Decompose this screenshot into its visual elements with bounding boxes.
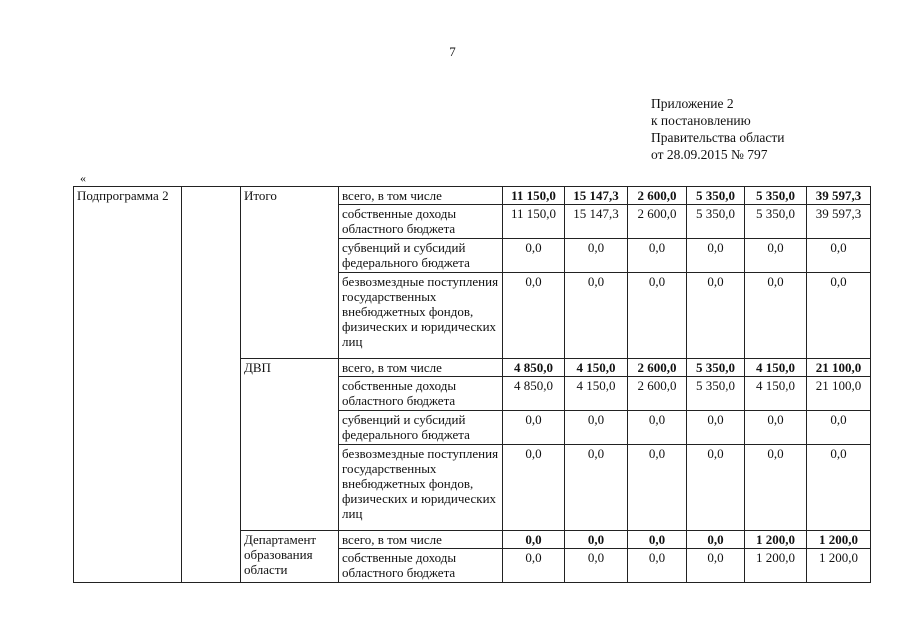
funding-source-cell: безвозмездные поступления государственных внебюджетных фондов, физических и юридических лиц — [339, 445, 503, 531]
amount-cell: 11 150,0 — [503, 187, 565, 205]
funding-source-cell: всего, в том числе — [339, 187, 503, 205]
amount-cell: 5 350,0 — [745, 205, 807, 239]
amount-cell: 2 600,0 — [628, 377, 687, 411]
empty-cell — [182, 187, 241, 583]
amount-cell: 2 600,0 — [628, 359, 687, 377]
appendix-line: Правительства области — [651, 130, 785, 145]
appendix-header — [651, 95, 784, 163]
executor-cell: Департамент образования области — [241, 531, 339, 583]
program-cell: Подпрограмма 2 — [74, 187, 182, 583]
amount-cell: 0,0 — [565, 549, 628, 583]
amount-cell: 39 597,3 — [807, 205, 871, 239]
amount-cell: 15 147,3 — [565, 205, 628, 239]
amount-cell: 0,0 — [503, 531, 565, 549]
amount-cell: 5 350,0 — [687, 359, 745, 377]
funding-source-cell: собственные доходы областного бюджета — [339, 377, 503, 411]
executor-cell: ДВП — [241, 359, 339, 531]
amount-cell: 0,0 — [565, 445, 628, 531]
amount-cell: 0,0 — [565, 411, 628, 445]
amount-cell: 2 600,0 — [628, 187, 687, 205]
amount-cell: 1 200,0 — [745, 549, 807, 583]
page-number: 7 — [449, 44, 456, 59]
amount-cell: 0,0 — [745, 411, 807, 445]
amount-cell: 4 150,0 — [745, 377, 807, 411]
amount-cell: 0,0 — [687, 411, 745, 445]
opening-quote: « — [80, 171, 86, 185]
amount-cell: 0,0 — [807, 273, 871, 359]
amount-cell: 15 147,3 — [565, 187, 628, 205]
amount-cell: 5 350,0 — [745, 187, 807, 205]
amount-cell: 0,0 — [628, 411, 687, 445]
amount-cell: 0,0 — [807, 239, 871, 273]
amount-cell: 4 150,0 — [565, 359, 628, 377]
funding-source-cell: собственные доходы областного бюджета — [339, 549, 503, 583]
funding-source-cell: безвозмездные поступления государственных внебюджетных фондов, физических и юридических лиц — [339, 273, 503, 359]
amount-cell: 5 350,0 — [687, 205, 745, 239]
amount-cell: 4 850,0 — [503, 377, 565, 411]
amount-cell: 0,0 — [565, 239, 628, 273]
amount-cell: 4 850,0 — [503, 359, 565, 377]
amount-cell: 0,0 — [503, 445, 565, 531]
amount-cell: 21 100,0 — [807, 359, 871, 377]
amount-cell: 0,0 — [687, 531, 745, 549]
amount-cell: 0,0 — [503, 411, 565, 445]
amount-cell: 5 350,0 — [687, 187, 745, 205]
table-row — [74, 187, 871, 205]
funding-source-cell: субвенций и субсидий федерального бюджета — [339, 239, 503, 273]
amount-cell: 0,0 — [745, 239, 807, 273]
amount-cell: 0,0 — [565, 531, 628, 549]
amount-cell: 4 150,0 — [565, 377, 628, 411]
appendix-line: Приложение 2 — [651, 96, 734, 111]
amount-cell: 0,0 — [807, 445, 871, 531]
amount-cell: 5 350,0 — [687, 377, 745, 411]
amount-cell: 1 200,0 — [745, 531, 807, 549]
funding-source-cell: всего, в том числе — [339, 531, 503, 549]
amount-cell: 0,0 — [687, 445, 745, 531]
amount-cell: 0,0 — [745, 273, 807, 359]
amount-cell: 0,0 — [503, 273, 565, 359]
executor-cell: Итого — [241, 187, 339, 359]
amount-cell: 1 200,0 — [807, 549, 871, 583]
amount-cell: 0,0 — [687, 273, 745, 359]
amount-cell: 0,0 — [687, 549, 745, 583]
amount-cell: 0,0 — [628, 531, 687, 549]
funding-source-cell: всего, в том числе — [339, 359, 503, 377]
appendix-line: к постановлению — [651, 113, 751, 128]
amount-cell: 2 600,0 — [628, 205, 687, 239]
amount-cell: 0,0 — [628, 445, 687, 531]
amount-cell: 39 597,3 — [807, 187, 871, 205]
amount-cell: 0,0 — [503, 549, 565, 583]
appendix-line: от 28.09.2015 № 797 — [651, 147, 768, 162]
amount-cell: 4 150,0 — [745, 359, 807, 377]
funding-table — [73, 186, 871, 583]
amount-cell: 0,0 — [628, 549, 687, 583]
amount-cell: 0,0 — [687, 239, 745, 273]
amount-cell: 0,0 — [745, 445, 807, 531]
amount-cell: 0,0 — [628, 239, 687, 273]
amount-cell: 0,0 — [503, 239, 565, 273]
amount-cell: 21 100,0 — [807, 377, 871, 411]
amount-cell: 0,0 — [628, 273, 687, 359]
amount-cell: 0,0 — [807, 411, 871, 445]
amount-cell: 1 200,0 — [807, 531, 871, 549]
amount-cell: 0,0 — [565, 273, 628, 359]
funding-source-cell: собственные доходы областного бюджета — [339, 205, 503, 239]
amount-cell: 11 150,0 — [503, 205, 565, 239]
funding-source-cell: субвенций и субсидий федерального бюджета — [339, 411, 503, 445]
